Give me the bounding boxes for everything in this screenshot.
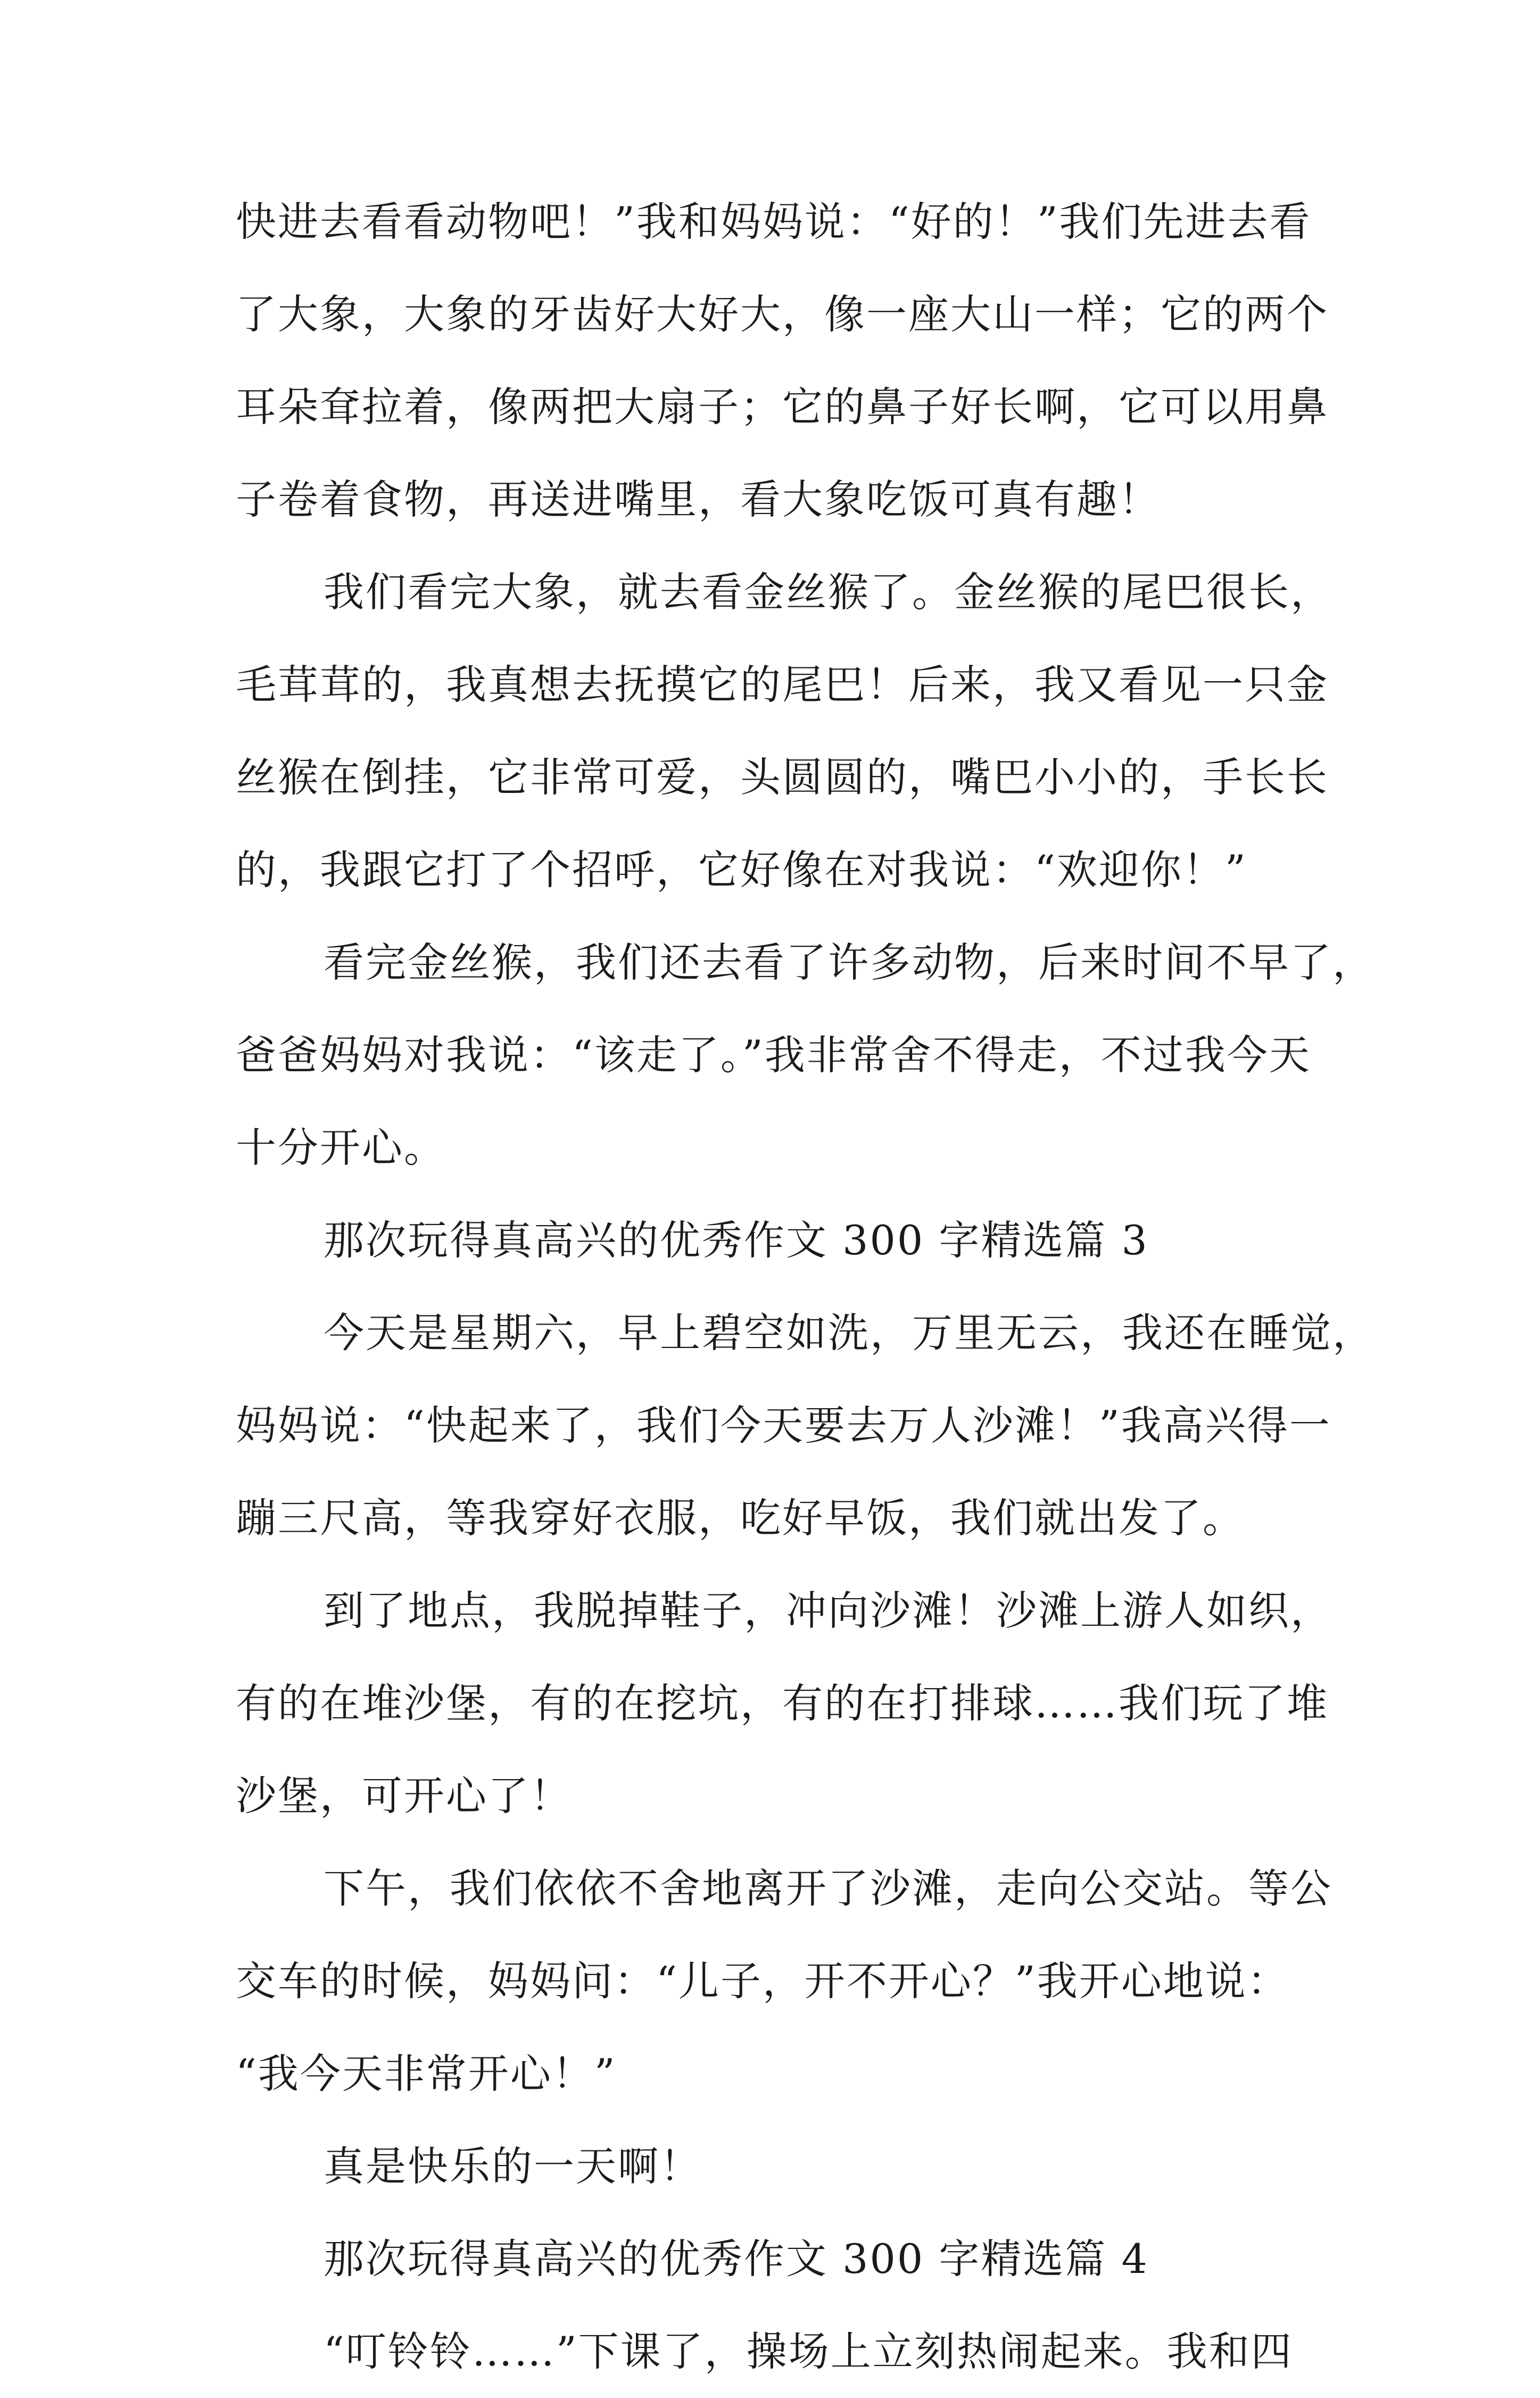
- text-line: 毛茸茸的，我真想去抚摸它的尾巴！后来，我又看见一只金: [236, 661, 1329, 708]
- text-line: 丝猴在倒挂，它非常可爱，头圆圆的，嘴巴小小的，手长长: [236, 754, 1329, 801]
- paragraph-start-line: 我们看完大象，就去看金丝猴了。金丝猴的尾巴很长，: [324, 568, 1332, 616]
- text-line: 蹦三尺高，等我穿好衣服，吃好早饭，我们就出发了。: [236, 1494, 1245, 1542]
- text-line: 快进去看看动物吧！”我和妈妈说：“好的！”我们先进去看: [236, 198, 1312, 245]
- text-line: 妈妈说：“快起来了，我们今天要去万人沙滩！”我高兴得一: [236, 1402, 1331, 1449]
- paragraph-start-line: 下午，我们依依不舍地离开了沙滩，走向公交站。等公: [324, 1865, 1332, 1912]
- text-line: 沙堡，可开心了！: [236, 1772, 572, 1820]
- paragraph-start-line: 今天是星期六，早上碧空如洗，万里无云，我还在睡觉，: [324, 1309, 1375, 1357]
- text-line: 爸爸妈妈对我说：“该走了。”我非常舍不得走，不过我今天: [236, 1031, 1311, 1079]
- text-line: 了大象，大象的牙齿好大好大，像一座大山一样；它的两个: [236, 291, 1329, 338]
- text-line: 交车的时候，妈妈问：“儿子，开不开心？”我开心地说：: [236, 1957, 1289, 2005]
- text-line: 子卷着食物，再送进嘴里，看大象吃饭可真有趣！: [236, 476, 1161, 523]
- text-line: 十分开心。: [236, 1124, 446, 1171]
- text-line: 耳朵耷拉着，像两把大扇子；它的鼻子好长啊，它可以用鼻: [236, 383, 1329, 431]
- text-line: 有的在堆沙堡，有的在挖坑，有的在打排球……我们玩了堆: [236, 1680, 1329, 1727]
- paragraph-start-line: 到了地点，我脱掉鞋子，冲向沙滩！沙滩上游人如织，: [324, 1587, 1332, 1634]
- text-line: 的，我跟它打了个招呼，它好像在对我说：“欢迎你！”: [236, 846, 1247, 894]
- section-heading: 那次玩得真高兴的优秀作文 300 字精选篇 4: [324, 2235, 1149, 2283]
- section-heading: 那次玩得真高兴的优秀作文 300 字精选篇 3: [324, 1217, 1149, 1264]
- text-line: “我今天非常开心！”: [236, 2050, 617, 2097]
- paragraph-start-line: “叮铃铃……”下课了，操场上立刻热闹起来。我和四: [324, 2328, 1293, 2375]
- paragraph-start-line: 看完金丝猴，我们还去看了许多动物，后来时间不早了，: [324, 939, 1375, 986]
- paragraph-start-line: 真是快乐的一天啊！: [324, 2143, 702, 2190]
- essay-text: [236, 176, 1375, 2398]
